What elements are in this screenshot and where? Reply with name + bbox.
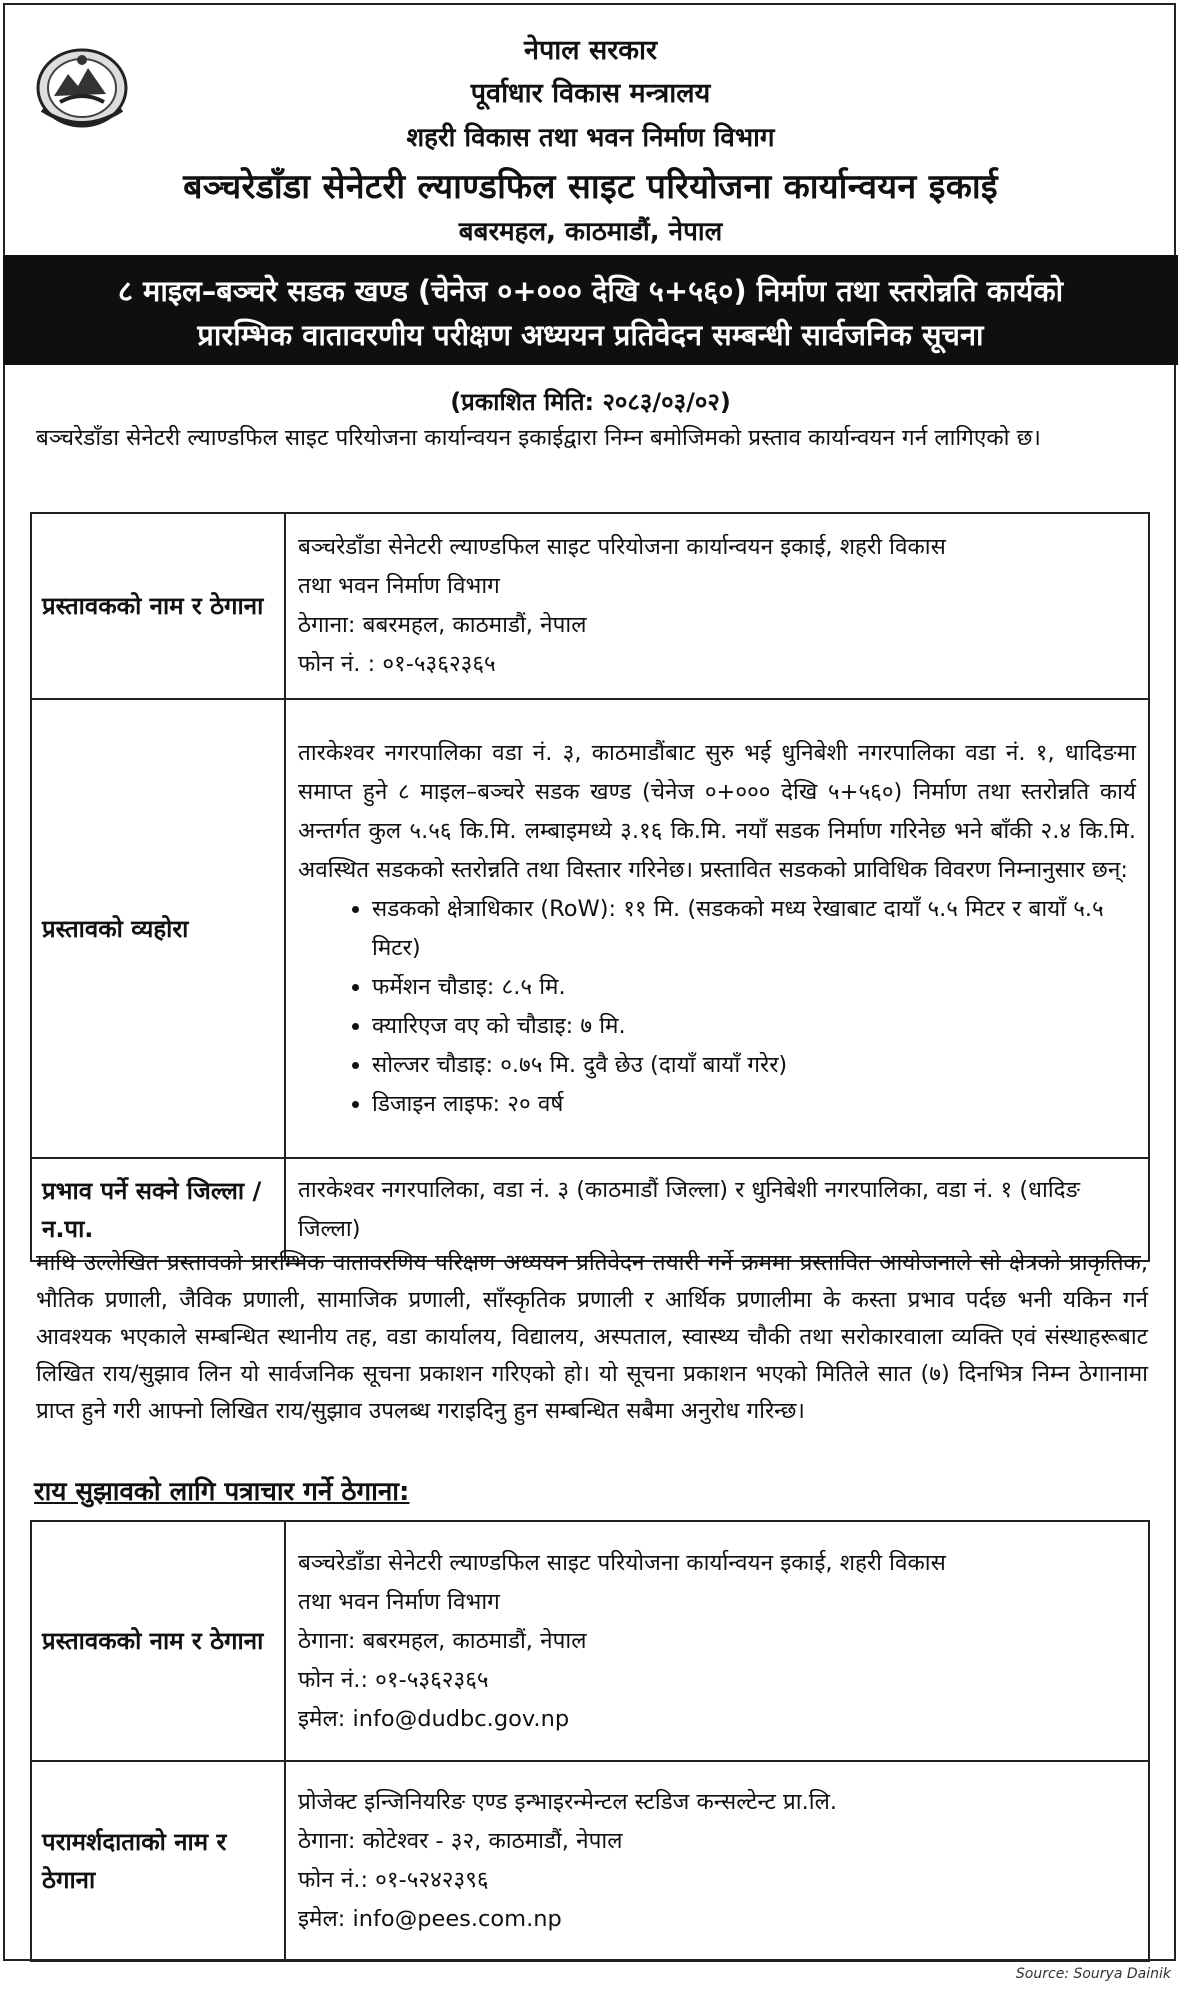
list-item: • सोल्जर चौडाइ: ०.७५ मि. दुवै छेउ (दायाँ बायाँ गरेर) <box>372 1046 1136 1085</box>
consultant-address: ठेगाना: कोटेश्वर - ३२, काठमाडौं, नेपाल <box>298 1828 623 1854</box>
proponent-label: प्रस्तावकको नाम र ठेगाना <box>31 1521 285 1761</box>
table-row <box>31 1521 1149 1761</box>
table-row <box>31 513 1149 699</box>
banner-line-1: ८ माइल–बञ्चरे सडक खण्ड (चेनेज ०+००० देखि ५+५६०) निर्माण तथा स्तरोन्नति कार्यको <box>117 274 1064 308</box>
correspondence-heading: राय सुझावको लागि पत्राचार गर्ने ठेगाना: <box>34 1477 410 1507</box>
consultant-phone: फोन नं.: ०१-५२४२३९६ <box>298 1867 489 1893</box>
consultant-contact <box>285 1761 1149 1961</box>
correspondence-table <box>30 1520 1150 1962</box>
proponent-email: इमेल: info@dudbc.gov.np <box>298 1705 570 1732</box>
proponent-phone: फोन नं. : ०१-५३६२३६५ <box>298 651 496 677</box>
office-address: बबरमहल, काठमाडौं, नेपाल <box>458 217 723 247</box>
proponent-address: ठेगाना: बबरमहल, काठमाडौं, नेपाल <box>298 612 587 638</box>
proponent-contact <box>285 1521 1149 1761</box>
proponent-line: तथा भवन निर्माण विभाग <box>298 1588 500 1615</box>
source-credit: Source: Sourya Dainik <box>1015 1966 1171 1982</box>
proposal-description-value <box>285 699 1149 1158</box>
proponent-value <box>285 513 1149 699</box>
comment-request-paragraph: माथि उल्लेखित प्रस्तावको प्रारम्भिक वातावरणिय परिक्षण अध्ययन प्रतिवेदन तयारी गर्ने क्रममा प्रस्तावित आयोजनाले सो क्षेत्रको प्राकृतिक, भौतिक प्रणाली, जैविक प्रणाली, सामाजिक प्रणाली, साँस्कृतिक प्रणाली र आर्थिक प्रणालीमा के कस्ता प्रभाव पर्दछ भनी यकिन गर्न आवश्यक भएकाले सम्बन्धित स्थानीय तह, वडा कार्यालय, विद्यालय, अस्पताल, स्वास्थ्य चौकी तथा सरोकारवाला व्यक्ति एवं संस्थाहरूबाट लिखित राय/सुझाव लिन यो सार्वजनिक सूचना प्रकाशन गरिएको हो। यो सूचना प्रकाशन भएको मितिले सात (७) दिनभित्र निम्न ठेगानामा प्राप्त हुने गरी आफ्नो लिखित राय/सुझाव उपलब्ध गराइदिनु हुन सम्बन्धित सबैमा अनुरोध गरिन्छ। <box>36 1250 1148 1424</box>
list-item: • सडकको क्षेत्राधिकार (RoW): ११ मि. (सडकको मध्य रेखाबाट दायाँ ५.५ मिटर र बायाँ ५.५ मिटर) <box>372 890 1136 968</box>
consultant-email: इमेल: info@pees.com.np <box>298 1906 562 1932</box>
notice-title-banner <box>3 255 1178 365</box>
proposal-description-label: प्रस्तावको व्यहोरा <box>31 699 285 1158</box>
proponent-line: बञ्चरेडाँडा सेनेटरी ल्याण्डफिल साइट परियोजना कार्यान्वयन इकाई, शहरी विकास <box>298 534 946 560</box>
proponent-phone: फोन नं.: ०१-५३६२३६५ <box>298 1666 489 1693</box>
office-name: बञ्चरेडाँडा सेनेटरी ल्याण्डफिल साइट परियोजना कार्यान्वयन इकाई <box>183 167 998 207</box>
department-name: शहरी विकास तथा भवन निर्माण विभाग <box>406 123 775 153</box>
table-row <box>31 699 1149 1158</box>
table-row <box>31 1761 1149 1961</box>
proponent-line: बञ्चरेडाँडा सेनेटरी ल्याण्डफिल साइट परियोजना कार्यान्वयन इकाई, शहरी विकास <box>298 1549 946 1576</box>
proponent-line: तथा भवन निर्माण विभाग <box>298 573 500 599</box>
technical-specs-list <box>298 890 1136 1124</box>
proposal-description-text: तारकेश्वर नगरपालिका वडा नं. ३, काठमाडौंबाट सुरु भई धुनिबेशी नगरपालिका वडा नं. १, धादिङमा समाप्त हुने ८ माइल–बञ्चरे सडक खण्ड (चेनेज ०+००० देखि ५+५६०) निर्माण तथा स्तरोन्नति कार्य अन्तर्गत कुल ५.५६ कि.मि. लम्बाइमध्ये ३.१६ कि.मि. नयाँ सडक निर्माण गरिनेछ भने बाँकी २.४ कि.मि. अवस्थित सडकको स्तरोन्नति तथा विस्तार गरिनेछ। प्रस्तावित सडकको प्राविधिक विवरण निम्नानुसार छन्: <box>298 739 1136 883</box>
consultant-label: परामर्शदाताको नाम र ठेगाना <box>31 1761 285 1961</box>
government-name: नेपाल सरकार <box>523 35 658 66</box>
intro-paragraph: बञ्चरेडाँडा सेनेटरी ल्याण्डफिल साइट परियोजना कार्यान्वयन इकाईद्वारा निम्न बमोजिमको प्रस्ताव कार्यान्वयन गर्न लागिएको छ। <box>36 425 1041 451</box>
proponent-address: ठेगाना: बबरमहल, काठमाडौं, नेपाल <box>298 1627 587 1654</box>
affected-area-label: प्रभाव पर्ने सक्ने जिल्ला / न.पा. <box>31 1158 285 1261</box>
publish-date: (प्रकाशित मिति: २०८३/०३/०२) <box>450 388 731 416</box>
list-item: • फर्मेशन चौडाइ: ८.५ मि. <box>372 968 1136 1007</box>
notice-header <box>0 0 1181 250</box>
banner-line-2: प्रारम्भिक वातावरणीय परीक्षण अध्ययन प्रतिवेदन सम्बन्धी सार्वजनिक सूचना <box>197 318 984 352</box>
list-item: • डिजाइन लाइफ: २० वर्ष <box>372 1085 1136 1124</box>
ministry-name: पूर्वाधार विकास मन्त्रालय <box>470 78 711 109</box>
proposal-table <box>30 512 1150 1262</box>
consultant-name: प्रोजेक्ट इन्जिनियरिङ एण्ड इन्भाइरन्मेन्टल स्टडिज कन्सल्टेन्ट प्रा.लि. <box>298 1789 837 1815</box>
affected-area-value: तारकेश्वर नगरपालिका, वडा नं. ३ (काठमाडौं जिल्ला) र धुनिबेशी नगरपालिका, वडा नं. १ (धादिङ जिल्ला) <box>285 1158 1149 1261</box>
list-item: • क्यारिएज वए को चौडाइ: ७ मि. <box>372 1007 1136 1046</box>
proponent-label: प्रस्तावकको नाम र ठेगाना <box>31 513 285 699</box>
